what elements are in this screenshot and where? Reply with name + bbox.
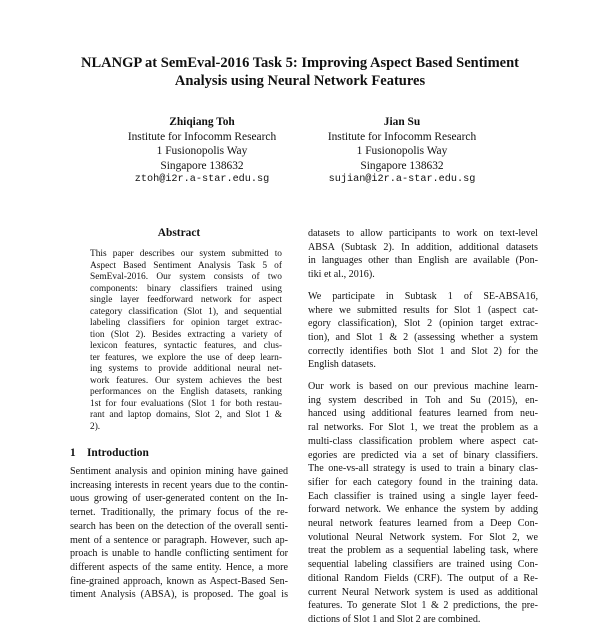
text-line: different aspects of the same entity. Hence, a more	[70, 561, 288, 573]
paper-title	[40, 54, 560, 90]
text-line: ment of a sentence or paragraph. However, such ap-	[70, 534, 288, 546]
text-line: features. To generate Slot 1 & 2 predictions, the pre-	[308, 600, 538, 612]
text-line: dictions of Slot 1 and Slot 2 are combined.	[308, 613, 481, 625]
author-address: 1 Fusionopolis Way	[356, 145, 448, 158]
text-line: sequential labeling classifiers are trained using Con-	[308, 559, 538, 571]
text-line: egory classification), Slot 2 (opinion target extrac-	[308, 318, 538, 330]
text-line: performances on the English datasets, ranking	[90, 387, 282, 397]
text-line: ternet. Traditionally, the primary focus of the re-	[70, 507, 288, 519]
text-line: The one-vs-all strategy is used to train a binary clas-	[308, 463, 538, 475]
abstract-text	[70, 249, 288, 433]
text-line: fine-grained approach, known as Aspect-Based Sen-	[70, 575, 288, 587]
text-line: 1st for four evaluations (Slot 1 for both restau-	[90, 398, 282, 409]
author-email: ztoh@i2r.a-star.edu.sg	[134, 174, 270, 186]
author-city: Singapore 138632	[160, 159, 244, 172]
text-line: volutional Neural Network system. For Slot 2, we	[308, 531, 538, 543]
author-affiliation: Institute for Infocomm Research	[127, 130, 277, 143]
title-line: Analysis using Neural Network Features	[174, 73, 426, 89]
section-title: Introduction	[87, 447, 149, 459]
text-line: search has been on the detection of the overall senti-	[70, 520, 288, 532]
text-line: where we submitted results for Slot 1 (aspect cat-	[308, 304, 538, 316]
text-line: 2).	[90, 421, 101, 432]
text-line: tion), and Slot 1 & 2 (assessing whether a system	[308, 331, 538, 343]
intro-text	[70, 465, 288, 602]
text-line: timent Analysis (ABSA), is proposed. The goal is	[70, 589, 288, 601]
text-line: Aspect Based Sentiment Analysis Task 5 of	[90, 260, 282, 271]
section-heading	[70, 447, 288, 459]
text-line: ing systems to provide additional neural net-	[90, 364, 282, 374]
paragraph	[308, 290, 538, 372]
text-line: category classification (Slot 1), and sequential	[90, 306, 282, 317]
text-line: tion (Slot 2). Besides extracting a variety of	[90, 329, 282, 340]
text-line: single layer feedforward network for aspect	[90, 295, 282, 305]
text-line: ing system described in Toh and Su (2015), en-	[308, 394, 538, 406]
text-line: multi-class classification problem where aspect cat-	[308, 435, 538, 447]
text-line: We participate in Subtask 1 of SE-ABSA16,	[308, 290, 538, 302]
text-line: sifier for each category found in the training data.	[308, 476, 538, 488]
text-line: labeling classifiers for opinion target extrac-	[90, 318, 282, 328]
paragraph	[308, 227, 538, 282]
text-line: components: binary classifiers trained using	[90, 283, 282, 294]
author-email: sujian@i2r.a-star.edu.sg	[328, 174, 476, 186]
text-line: uous growing of user-generated content on the In-	[70, 493, 288, 505]
abstract-heading: Abstract	[157, 227, 201, 239]
text-line: hanced using additional features learned from neu-	[308, 408, 538, 420]
text-line: ABSA (Subtask 2). In addition, additional datasets	[308, 241, 538, 253]
text-line: egories are predicted via a set of binary classifiers.	[308, 449, 538, 461]
text-line: ter features, we explore the use of deep learn-	[90, 352, 282, 363]
right-column-text	[308, 227, 538, 627]
author-address: 1 Fusionopolis Way	[156, 145, 248, 158]
text-line: ral networks. For Slot 1, we treat the problem as a	[308, 422, 538, 434]
author-block	[302, 115, 502, 188]
text-line: ditional Random Fields (CRF). The output of a Re-	[308, 572, 538, 584]
text-line: proach is unable to handle conflicting sentiment for	[70, 548, 288, 560]
text-line: Each classifier is trained using a single layer feed-	[308, 490, 538, 502]
author-name: Jian Su	[383, 116, 421, 128]
text-line: increasing interests in recent years due to the contin-	[70, 479, 288, 491]
text-line: English datasets.	[308, 359, 376, 371]
author-name: Zhiqiang Toh	[169, 116, 235, 128]
text-line: neural network features learned from a Deep Con-	[308, 518, 538, 530]
author-city: Singapore 138632	[360, 159, 444, 172]
text-line: Our work is based on our previous machine learn-	[308, 381, 538, 393]
text-line: rant and laptop domains, Slot 2, and Slot 1 &	[90, 410, 282, 420]
text-line: in languages other than English are available (Pon-	[308, 255, 538, 267]
text-line: correctly identifies both Slot 1 and Slot 2) for the	[308, 345, 538, 357]
text-line: tiki et al., 2016).	[308, 269, 375, 281]
text-line: datasets to allow participants to work on text-level	[308, 228, 538, 239]
left-column	[70, 227, 288, 602]
author-affiliation: Institute for Infocomm Research	[327, 130, 477, 143]
section-number: 1	[70, 447, 76, 459]
text-line: forward network. We enhance the system by adding	[308, 504, 538, 516]
text-line: treat the problem as a sequential labeling task, where	[308, 545, 538, 557]
title-line: NLANGP at SemEval-2016 Task 5: Improving Aspect Based Sentiment	[81, 55, 519, 71]
right-column	[308, 227, 538, 627]
text-line: SemEval-2016. Our system consists of two	[90, 272, 282, 282]
text-line: Sentiment analysis and opinion mining have gained	[70, 466, 288, 477]
paragraph	[308, 380, 538, 627]
text-line: current Neural Network system is used as additional	[308, 586, 538, 598]
text-line: lexicon features, syntactic features, and clus-	[90, 341, 282, 351]
text-line: work features. Our system achieves the best	[90, 375, 282, 386]
text-line: This paper describes our system submitted to	[90, 249, 282, 259]
author-block	[102, 115, 302, 188]
